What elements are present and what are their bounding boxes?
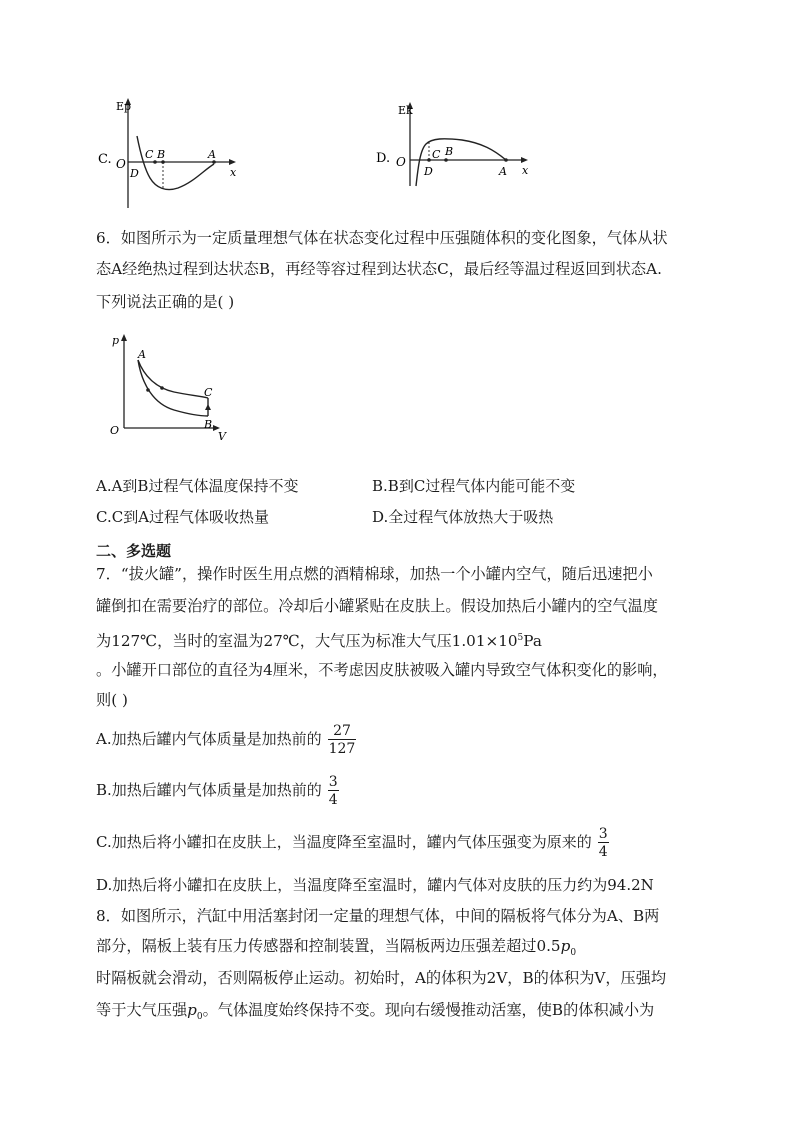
q6-line2: 态A经绝热过程到达状态B，再经等容过程到达状态C，最后经等温过程返回到状态A. <box>96 260 662 278</box>
q7-option-d: D.加热后将小罐扣在皮肤上，当温度降至室温时，罐内气体对皮肤的压力约为94.2N <box>96 876 654 894</box>
q7-option-b: B.加热后罐内气体质量是加热前的 $\frac{3}{4}$ <box>96 774 338 808</box>
q8-line2: 部分，隔板上装有压力传感器和控制装置，当隔板两边压强差超过$0.5p_0$ <box>96 937 577 959</box>
q7-line4: 。小罐开口部位的直径为4厘米，不考虑因皮肤被吸入罐内导致空气体积变化的影响， <box>96 661 668 679</box>
graph-d-pt-d: D <box>424 165 433 178</box>
graph-c-label: C. <box>98 152 112 167</box>
graph-c-pt-b: B <box>157 148 166 161</box>
q6-graph-y: p <box>112 334 120 347</box>
q8-line3: 时隔板就会滑动，否则隔板停止运动。初始时，A的体积为2V，B的体积为V，压强均 <box>96 969 667 987</box>
q6-option-c: C.C到A过程气体吸收热量 <box>96 508 270 526</box>
graph-c-x-arrow <box>229 159 236 165</box>
graph-d-pt-c: C <box>432 148 441 161</box>
q6-graph-origin: O <box>110 424 120 437</box>
graph-c-pt-a: A <box>208 148 216 161</box>
q6-graph-a: A <box>138 348 146 361</box>
q7-option-c: C.加热后将小罐扣在皮肤上，当温度降至室温时，罐内气体压强变为原来的 $\frac{3}{4}$ <box>96 826 608 860</box>
graph-c <box>94 96 244 214</box>
q6-graph-x: V <box>218 430 226 443</box>
q6-graph-b: B <box>204 418 213 431</box>
graph-d-pt-a: A <box>499 165 507 178</box>
q6-graph-svg <box>104 330 234 446</box>
q6-graph-c: C <box>204 386 213 399</box>
graph-d-origin: O <box>396 155 406 169</box>
q7-line3: 为127℃，当时的室温为27℃，大气压为标准大气压$1.01\times 10^5Pa$ <box>96 632 542 651</box>
graph-d-y-label: Ek <box>398 104 413 117</box>
q7-line5: 则( ) <box>96 691 128 709</box>
q7-option-a: A.加热后罐内气体质量是加热前的 $\frac{27}{127}$ <box>96 723 356 757</box>
graph-d-label: D. <box>376 151 391 166</box>
graph-d-pt-b: B <box>445 145 454 158</box>
graph-c-svg <box>94 96 244 214</box>
graph-d-x-label: x <box>522 164 529 177</box>
q6-graph <box>104 330 234 446</box>
q6-line1: 6．如图所示为一定质量理想气体在状态变化过程中压强随体积的变化图象，气体从状 <box>96 229 668 247</box>
q8-line1: 8．如图所示，汽缸中用活塞封闭一定量的理想气体，中间的隔板将气体分为A、B两 <box>96 907 660 925</box>
graph-c-curve <box>137 136 214 190</box>
q8-line4: 等于大气压强$p_0$。气体温度始终保持不变。现向右缓慢推动活塞，使B的体积减小为 <box>96 1001 655 1023</box>
graph-c-y-label: Ep <box>116 100 132 113</box>
graph-c-pt-c: C <box>145 148 154 161</box>
graph-c-pt-d: D <box>130 167 139 180</box>
graph-d-curve <box>416 139 506 186</box>
graph-c-x-label: x <box>230 166 237 179</box>
graph-d <box>372 98 542 194</box>
section-heading: 二、多选题 <box>96 542 172 560</box>
q6-line3: 下列说法正确的是( ) <box>96 293 235 311</box>
q6-option-a: A.A到B过程气体温度保持不变 <box>96 477 299 495</box>
q7-line1: 7．“拔火罐”，操作时医生用点燃的酒精棉球，加热一个小罐内空气，随后迅速把小 <box>96 565 653 583</box>
q6-option-d: D.全过程气体放热大于吸热 <box>372 508 554 526</box>
graph-c-origin: O <box>116 157 126 171</box>
graph-d-svg <box>372 98 542 194</box>
q6-option-b: B.B到C过程气体内能可能不变 <box>372 477 576 495</box>
q7-line2: 罐倒扣在需要治疗的部位。冷却后小罐紧贴在皮肤上。假设加热后小罐内的空气温度 <box>96 597 658 615</box>
